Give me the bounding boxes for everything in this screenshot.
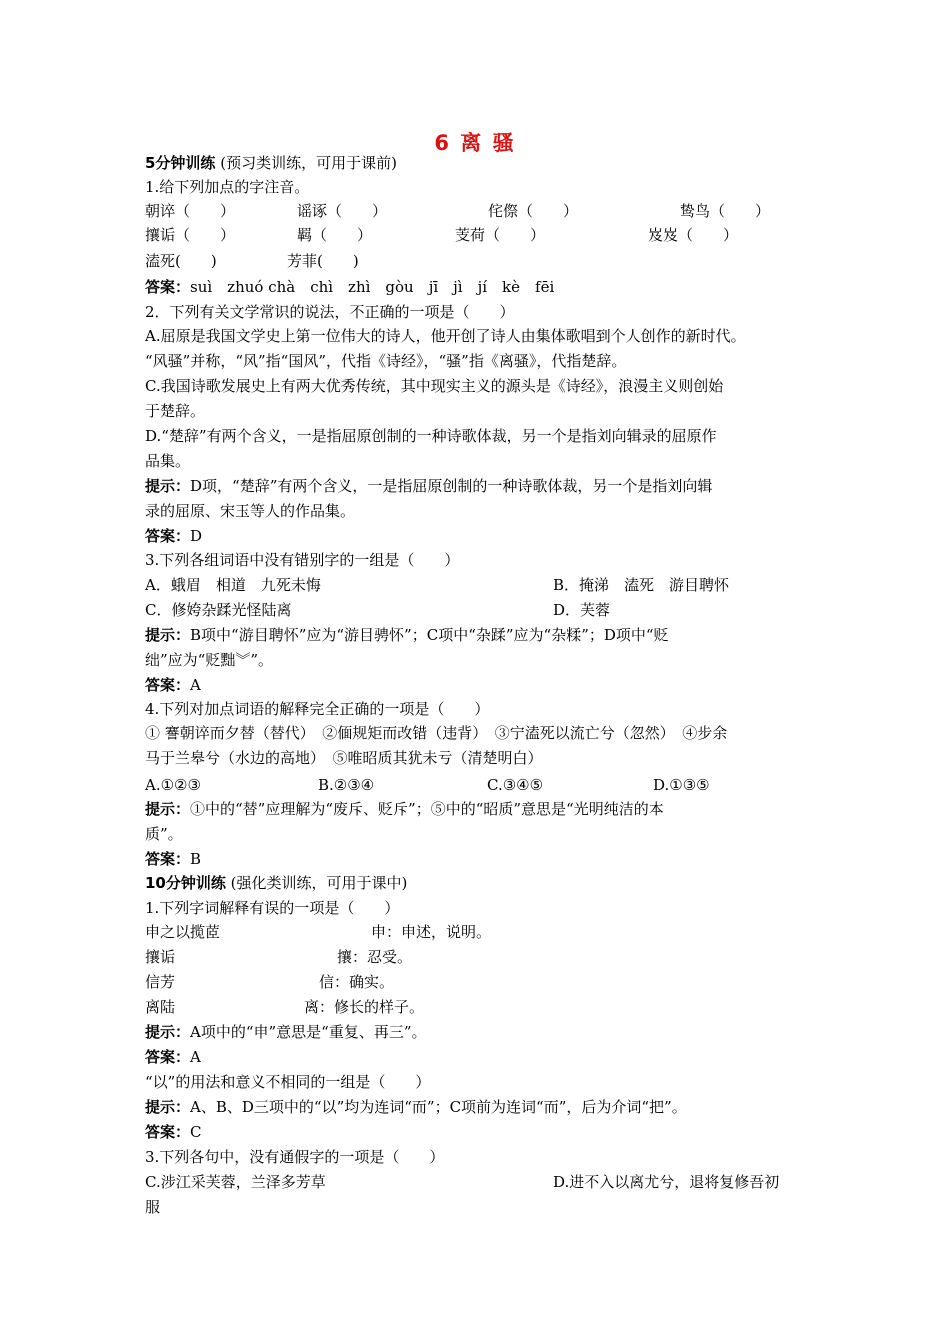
option-b: B.②③④ <box>318 776 375 794</box>
section-heading-10min <box>145 873 407 893</box>
answer-text: B <box>190 850 202 868</box>
option-a: A．蛾眉 相道 九死未悔 <box>145 576 321 594</box>
pinyin-item: 芰荷（ ） <box>455 226 546 244</box>
option-c: C.③④⑤ <box>487 776 544 794</box>
answer-label: 答案： <box>145 1048 191 1066</box>
option-c: C．修姱杂蹂光怪陆离 <box>145 601 292 619</box>
tip-line <box>145 1022 427 1042</box>
tip-text: D项，“楚辞”有两个含义，一是指屈原创制的一种诗歌体裁，另一个是指刘向辑 <box>190 477 713 495</box>
practice-3: 3.下列各句中，没有通假字的一项是（ ） <box>145 1148 445 1166</box>
section-note: (强化类训练，可用于课中) <box>230 874 408 892</box>
tip-line <box>145 476 712 496</box>
word-item: 离陆 <box>145 998 176 1016</box>
pinyin-item: 溘死( ) <box>145 252 217 270</box>
option-d: D.“楚辞”有两个含义，一是指屈原创制的一种诗歌体裁，另一个是指刘向辑录的屈原作 <box>145 427 717 445</box>
option-c: C.我国诗歌发展史上有两大优秀传统，其中现实主义的源头是《诗经》，浪漫主义则创始 <box>145 377 724 395</box>
section-title: 5分钟训练 <box>145 154 216 172</box>
word-item: 信芳 <box>145 973 176 991</box>
tip-line <box>145 1097 687 1117</box>
word-definition: 离：修长的样子。 <box>304 998 425 1016</box>
option-d-cont: 品集。 <box>145 452 191 470</box>
question-4: 4.下列对加点词语的解释完全正确的一项是（ ） <box>145 700 490 718</box>
tip-text: A项中的“申”意思是“重复、再三”。 <box>190 1023 427 1041</box>
pinyin-item: 鸷鸟（ ） <box>680 202 771 220</box>
answer-label: 答案： <box>145 527 191 545</box>
option-c-cont: 于楚辞。 <box>145 402 206 420</box>
pinyin-item: 攘诟（ ） <box>145 226 236 244</box>
word-definition: 攘：忍受。 <box>337 948 413 966</box>
answer-text: C <box>190 1123 202 1141</box>
section-title: 10分钟训练 <box>145 874 226 892</box>
answer-label: 答案： <box>145 676 191 694</box>
word-definition: 申：申述，说明。 <box>371 923 492 941</box>
section-note: (预习类训练，可用于课前) <box>220 154 397 172</box>
lesson-title: 6 离 骚 <box>434 131 516 155</box>
answer-text: A <box>190 1048 201 1066</box>
question-4-items: ① 謇朝谇而夕替（替代） ②偭规矩而改错（违背） ③宁溘死以流亡兮（忽然） ④步余 <box>145 724 728 742</box>
tip-label: 提示： <box>145 1098 191 1116</box>
word-definition: 信：确实。 <box>319 973 395 991</box>
question-2: 2．下列有关文学常识的说法，不正确的一项是（ ） <box>145 303 515 321</box>
option-d-cont: 服 <box>145 1198 161 1216</box>
option-b: “风骚”并称，“风”指“国风”，代指《诗经》，“骚”指《离骚》，代指楚辞。 <box>145 352 627 370</box>
tip-line <box>145 799 664 819</box>
tip-label: 提示： <box>145 626 191 644</box>
answer-label: 答案： <box>145 278 191 296</box>
answer-text: A <box>190 676 201 694</box>
tip-cont: 绌”应为“贬黜︾”。 <box>145 651 274 669</box>
answer-line <box>145 675 201 695</box>
option-d: D.①③⑤ <box>653 776 710 794</box>
section-heading-5min <box>145 153 397 173</box>
word-item: 攘诟 <box>145 948 176 966</box>
tip-cont: 质”。 <box>145 825 183 843</box>
answer-text: suì zhuó chà chì zhì gòu jī jì jí kè fēi <box>190 278 555 296</box>
question-1: 1.给下列加点的字注音。 <box>145 178 310 196</box>
tip-text: A、B、D三项中的“以”均为连词“而”；C项前为连词“而”，后为介词“把”。 <box>190 1098 687 1116</box>
tip-line <box>145 625 669 645</box>
tip-cont: 录的屈原、宋玉等人的作品集。 <box>145 502 356 520</box>
answer-line <box>145 526 202 546</box>
option-a: A.屈原是我国文学史上第一位伟大的诗人，他开创了诗人由集体歌唱到个人创作的新时代。 <box>145 327 746 345</box>
pinyin-item: 侘傺（ ） <box>488 202 579 220</box>
answer-label: 答案： <box>145 850 191 868</box>
option-a: A.①②③ <box>145 776 201 794</box>
answer-text: D <box>190 527 203 545</box>
question-3: 3.下列各组词语中没有错别字的一组是（ ） <box>145 551 460 569</box>
option-d: D.进不入以离尤兮，退将复修吾初 <box>553 1173 780 1191</box>
word-item: 申之以揽茝 <box>145 923 221 941</box>
option-c: C.涉江采芙蓉，兰泽多芳草 <box>145 1173 326 1191</box>
pinyin-item: 谣诼（ ） <box>297 202 388 220</box>
answer-label: 答案： <box>145 1123 191 1141</box>
tip-text: B项中“游目聘怀”应为“游目骋怀”；C项中“杂蹂”应为“杂糅”；D项中“贬 <box>190 626 669 644</box>
pinyin-item: 岌岌（ ） <box>648 226 739 244</box>
tip-label: 提示： <box>145 477 191 495</box>
tip-label: 提示： <box>145 1023 191 1041</box>
pinyin-item: 朝谇（ ） <box>145 202 236 220</box>
practice-1: 1.下列字词解释有误的一项是（ ） <box>145 899 400 917</box>
option-d: D．芙蓉 <box>553 601 611 619</box>
pinyin-item: 芳菲( ) <box>287 252 359 270</box>
tip-label: 提示： <box>145 800 191 818</box>
pinyin-item: 羁（ ） <box>297 226 373 244</box>
option-b: B．掩涕 溘死 游目聘怀 <box>553 576 730 594</box>
answer-line <box>145 277 554 297</box>
question-4-items-cont: 马于兰皋兮（水边的高地） ⑤唯昭质其犹未亏（清楚明白） <box>145 749 543 767</box>
practice-2: “以”的用法和意义不相同的一组是（ ） <box>145 1073 431 1091</box>
answer-line <box>145 1122 202 1142</box>
answer-line <box>145 849 201 869</box>
answer-line <box>145 1047 201 1067</box>
tip-text: ①中的“替”应理解为“废斥、贬斥”；⑤中的“昭质”意思是“光明纯洁的本 <box>190 800 664 818</box>
